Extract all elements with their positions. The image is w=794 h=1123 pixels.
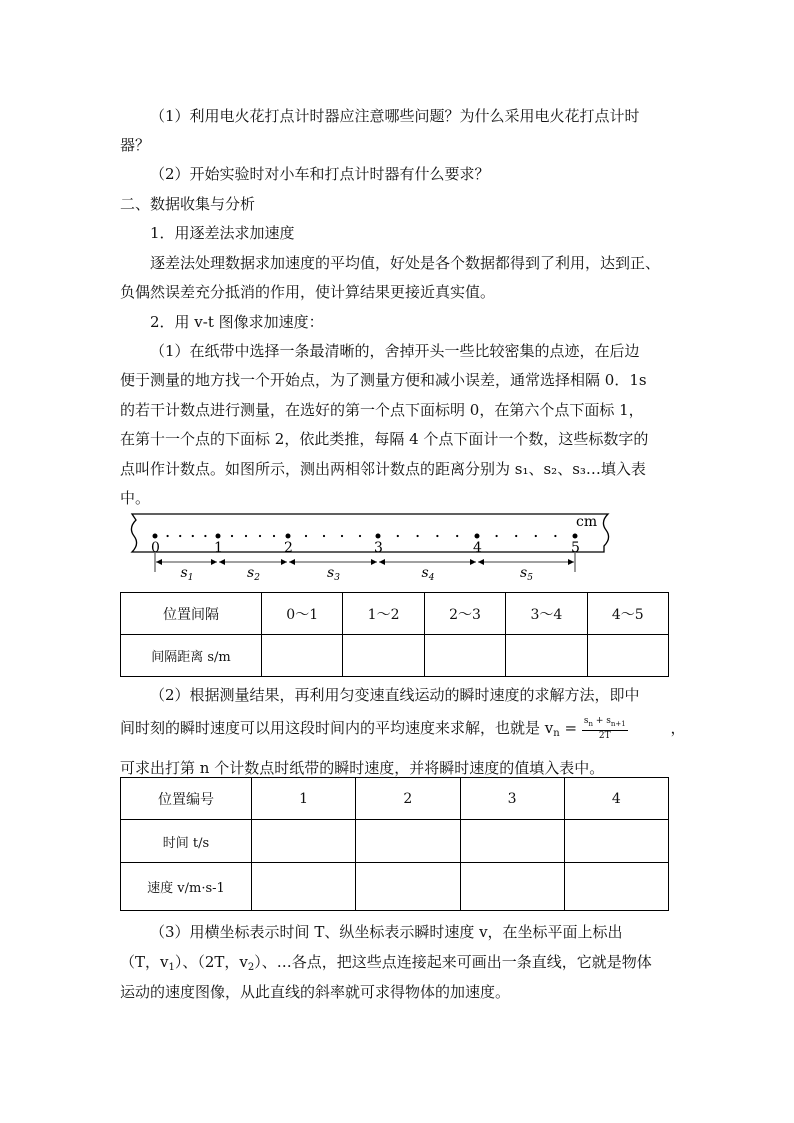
table2-col-1: 2 — [356, 778, 460, 820]
tape-dot — [341, 535, 343, 537]
tape-dot — [397, 535, 399, 537]
tape-dot — [305, 535, 307, 537]
arrow-head — [568, 559, 574, 565]
tape-dot — [167, 535, 169, 537]
tape-dot — [231, 535, 233, 537]
tape-outline — [131, 514, 608, 552]
segment-label: $s_5$ — [520, 565, 533, 582]
table1-cell[interactable] — [506, 635, 587, 677]
method-1-text-2: 负偶然误差充分抵消的作用，使计算结果更接近真实值。 — [120, 283, 496, 301]
tape-marks — [151, 540, 580, 556]
tape-dot — [273, 535, 275, 537]
table2-col-2: 3 — [460, 778, 564, 820]
step-1-line-3: 的若干计数点进行测量，在选好的第一个点下面标明 0，在第六个点下面标 1， — [120, 401, 644, 419]
table1-col-0: 0～1 — [262, 593, 343, 635]
arrow-head — [211, 559, 217, 565]
step-2-line-2 — [120, 716, 686, 744]
table1-cell[interactable] — [424, 635, 505, 677]
step-2-line-1: （2）根据测量结果，再利用匀变速直线运动的瞬时速度的求解方法，即中 — [150, 686, 640, 704]
tape-dot — [179, 535, 181, 537]
table2-cell[interactable] — [252, 820, 356, 863]
table2-header-position-number: 位置编号 — [121, 778, 252, 820]
counting-point — [573, 534, 578, 539]
table2-cell[interactable] — [564, 863, 668, 911]
segment-label: $s_3$ — [327, 565, 340, 582]
fraction-numerator: $s_n + s_{n+1}$ — [582, 716, 628, 731]
step-1-line-4: 在第十一个点的下面标 2，依此类推，每隔 4 个点下面计一个数，这些标数字的 — [120, 430, 649, 448]
table1-cell[interactable] — [343, 635, 424, 677]
counting-point — [216, 534, 221, 539]
table2-cell[interactable] — [252, 863, 356, 911]
table1-header-distance: 间隔距离 s/m — [121, 635, 262, 677]
table1-cell[interactable] — [587, 635, 668, 677]
tape-unit-label: cm — [576, 514, 598, 530]
table1-col-4: 4～5 — [587, 593, 668, 635]
equals-sign: = — [559, 718, 582, 737]
table2-header-time: 时间 t/s — [121, 820, 252, 863]
step-2-line-2-end: ， — [670, 718, 686, 737]
distance-table — [120, 592, 669, 677]
velocity-subscript: n — [553, 727, 560, 739]
tape-dot — [456, 535, 458, 537]
counting-point-label: 1 — [214, 540, 223, 556]
arrow-head — [219, 559, 225, 565]
arrow-head — [281, 559, 287, 565]
segment-label: $s_2$ — [247, 565, 260, 582]
table2-col-0: 1 — [252, 778, 356, 820]
tape-dot — [192, 535, 194, 537]
counting-point-label: 5 — [571, 540, 580, 556]
counting-point — [376, 534, 381, 539]
tape-dot — [245, 535, 247, 537]
step-1-line-2: 便于测量的地方找一个开始点，为了测量方便和减小误差，通常选择相隔 0．1s — [120, 371, 647, 389]
step-2-line-2-text: 间时刻的瞬时速度可以用这段时间内的平均速度来求解，也就是 v — [120, 718, 554, 737]
step-3-line-3: 运动的速度图像，从此直线的斜率就可求得物体的加速度。 — [120, 983, 511, 1001]
table1-col-1: 1～2 — [343, 593, 424, 635]
table2-cell[interactable] — [356, 820, 460, 863]
counting-point-label: 4 — [473, 540, 482, 556]
step-1-line-5: 点叫作计数点。如图所示，测出两相邻计数点的距离分别为 s₁、s₂、s₃…填入表 — [120, 460, 646, 478]
table2-cell[interactable] — [460, 820, 564, 863]
method-1-heading: 1．用逐差法求加速度 — [150, 224, 295, 242]
arrow-head — [371, 559, 377, 565]
velocity-formula-fraction — [582, 716, 628, 742]
arrow-head — [289, 559, 295, 565]
counting-point — [475, 534, 480, 539]
tape-dot — [359, 535, 361, 537]
tape-dot — [417, 535, 419, 537]
arrow-head — [379, 559, 385, 565]
step-3-line-2: （T，$v_1$）、（2T，$v_2$）、…各点，把这些点连接起来可画出一条直线，它就是物体 — [120, 953, 652, 973]
tape-dot — [323, 535, 325, 537]
segment-label: $s_4$ — [421, 565, 435, 582]
paper-tape-figure — [120, 508, 620, 582]
tape-dot — [554, 535, 556, 537]
tape-dot — [515, 535, 517, 537]
table1-col-2: 2～3 — [424, 593, 505, 635]
counting-point-label: 0 — [151, 540, 160, 556]
counting-point-label: 2 — [284, 540, 293, 556]
tape-dot — [496, 535, 498, 537]
arrow-head — [470, 559, 476, 565]
method-2-heading: 2．用 v-t 图像求加速度： — [150, 313, 324, 331]
tape-segments — [156, 559, 574, 582]
counting-point-label: 3 — [374, 540, 383, 556]
tape-dot — [259, 535, 261, 537]
counting-point — [286, 534, 291, 539]
arrow-head — [156, 559, 162, 565]
segment-label: $s_1$ — [180, 565, 194, 582]
question-1-line-1: （1）利用电火花打点计时器应注意哪些问题？为什么采用电火花打点计时 — [150, 107, 640, 125]
tape-dot — [204, 535, 206, 537]
question-2: （2）开始实验时对小车和打点计时器有什么要求？ — [150, 165, 490, 183]
table2-header-velocity: 速度 v/m·s-1 — [121, 863, 252, 911]
section-heading: 二、数据收集与分析 — [120, 195, 256, 213]
velocity-table — [120, 777, 669, 911]
table2-col-3: 4 — [564, 778, 668, 820]
step-1-line-6: 中。 — [120, 489, 151, 507]
table2-cell[interactable] — [564, 820, 668, 863]
fraction-denominator: 2T — [598, 730, 611, 741]
table1-cell[interactable] — [262, 635, 343, 677]
tape-dot — [535, 535, 537, 537]
table1-col-3: 3～4 — [506, 593, 587, 635]
counting-point — [153, 534, 158, 539]
step-1-line-1: （1）在纸带中选择一条最清晰的，舍掉开头一些比较密集的点迹，在后边 — [150, 342, 640, 360]
question-1-line-2: 器？ — [120, 136, 151, 154]
arrow-head — [478, 559, 484, 565]
step-2-line-3: 可求出打第 n 个计数点时纸带的瞬时速度，并将瞬时速度的值填入表中。 — [120, 759, 605, 777]
tape-dot — [436, 535, 438, 537]
table2-cell[interactable] — [460, 863, 564, 911]
table2-cell[interactable] — [356, 863, 460, 911]
method-1-text-1: 逐差法处理数据求加速度的平均值，好处是各个数据都得到了利用，达到正、 — [150, 254, 661, 272]
tape-dots — [153, 534, 578, 539]
table1-header-position-interval: 位置间隔 — [121, 593, 262, 635]
step-3-line-1: （3）用横坐标表示时间 T、纵坐标表示瞬时速度 v，在坐标平面上标出 — [150, 923, 623, 941]
